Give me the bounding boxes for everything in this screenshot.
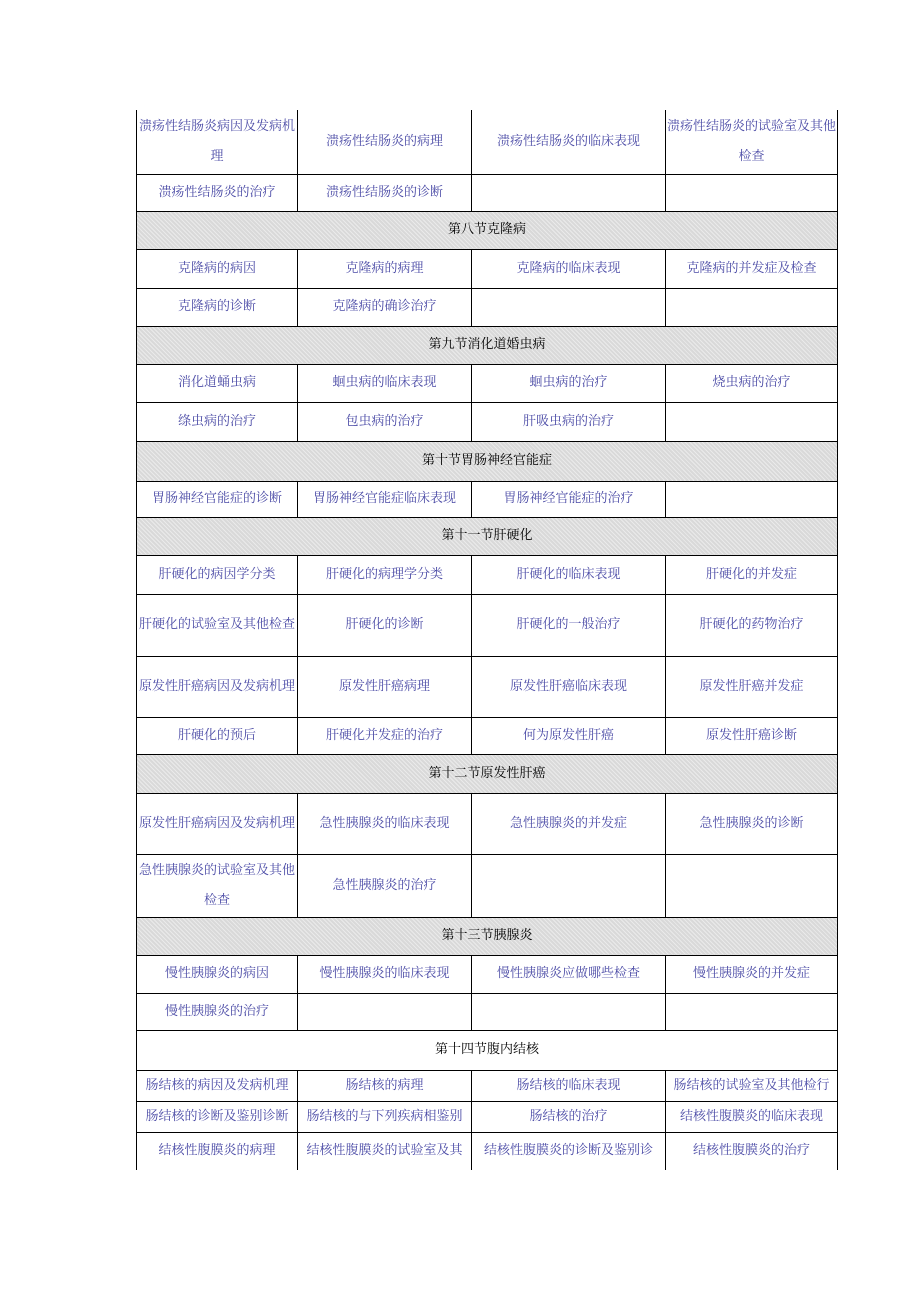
topic-link[interactable]: 结核性腹膜炎的治疗 [666, 1132, 838, 1170]
empty-cell [666, 288, 838, 326]
topic-link[interactable]: 急性胰腺炎的试验室及其他检查 [137, 854, 298, 917]
topic-link[interactable]: 溃疡性结肠炎的病理 [298, 110, 472, 174]
topic-link[interactable]: 慢性胰腺炎的临床表现 [298, 955, 472, 993]
topic-link[interactable]: 肝硬化的临床表现 [472, 555, 666, 594]
topic-link[interactable]: 克隆病的确诊治疗 [298, 288, 472, 326]
topic-link[interactable]: 溃疡性结肠炎病因及发病机理 [137, 110, 298, 174]
table-row [137, 854, 838, 917]
topic-link[interactable]: 肝硬化的试验室及其他检查 [137, 594, 298, 656]
section-header-row [137, 517, 838, 555]
table-row [137, 174, 838, 211]
topic-link[interactable]: 急性胰腺炎的诊断 [666, 793, 838, 854]
topic-link[interactable]: 慢性胰腺炎的病因 [137, 955, 298, 993]
empty-cell [472, 993, 666, 1030]
topic-link[interactable]: 结核性腹膜炎的诊断及鉴别诊 [472, 1132, 666, 1170]
section-header-row [137, 754, 838, 793]
section-title: 第十节胃肠神经官能症 [137, 441, 838, 481]
table-row [137, 1101, 838, 1132]
table-row [137, 717, 838, 754]
empty-cell [666, 854, 838, 917]
topic-link[interactable]: 消化道蛹虫病 [137, 364, 298, 402]
table-row [137, 1070, 838, 1101]
topic-link[interactable]: 胃肠神经官能症的治疗 [472, 481, 666, 517]
table-row [137, 402, 838, 441]
table-row [137, 110, 838, 174]
empty-cell [666, 402, 838, 441]
course-outline-table [136, 110, 838, 1170]
topic-link[interactable]: 肠结核的治疗 [472, 1101, 666, 1132]
topic-link[interactable]: 肠结核的试验室及其他检行 [666, 1070, 838, 1101]
topic-link[interactable]: 克隆病的病理 [298, 249, 472, 288]
topic-link[interactable]: 原发性肝癌病因及发病机理 [137, 656, 298, 717]
section-title: 第十二节原发性肝癌 [137, 754, 838, 793]
table-row [137, 364, 838, 402]
section-header-row [137, 917, 838, 955]
topic-link[interactable]: 结核性腹膜炎的临床表现 [666, 1101, 838, 1132]
table-row [137, 955, 838, 993]
table-row [137, 481, 838, 517]
empty-cell [666, 174, 838, 211]
empty-cell [298, 993, 472, 1030]
topic-link[interactable]: 溃疡性结肠炎的试验室及其他检查 [666, 110, 838, 174]
table-row [137, 1132, 838, 1170]
table-row [137, 594, 838, 656]
topic-link[interactable]: 胃肠神经官能症临床表现 [298, 481, 472, 517]
topic-link[interactable]: 胃肠神经官能症的诊断 [137, 481, 298, 517]
section-title: 第十三节胰腺炎 [137, 917, 838, 955]
topic-link[interactable]: 结核性腹膜炎的试验室及其 [298, 1132, 472, 1170]
topic-link[interactable]: 肝硬化的药物治疗 [666, 594, 838, 656]
topic-link[interactable]: 溃疡性结肠炎的治疗 [137, 174, 298, 211]
topic-link[interactable]: 肠结核的诊断及鉴别诊断 [137, 1101, 298, 1132]
table-row [137, 993, 838, 1030]
topic-link[interactable]: 原发性肝癌诊断 [666, 717, 838, 754]
topic-link[interactable]: 急性胰腺炎的并发症 [472, 793, 666, 854]
topic-link[interactable]: 肝硬化并发症的治疗 [298, 717, 472, 754]
table-row [137, 288, 838, 326]
table-row [137, 793, 838, 854]
table-row [137, 656, 838, 717]
empty-cell [472, 854, 666, 917]
topic-link[interactable]: 原发性肝癌病因及发病机理 [137, 793, 298, 854]
topic-link[interactable]: 克隆病的临床表现 [472, 249, 666, 288]
topic-link[interactable]: 肝硬化的病因学分类 [137, 555, 298, 594]
topic-link[interactable]: 肝硬化的一般治疗 [472, 594, 666, 656]
topic-link[interactable]: 绦虫病的治疗 [137, 402, 298, 441]
topic-link[interactable]: 肝吸虫病的治疗 [472, 402, 666, 441]
topic-link[interactable]: 肠结核的病因及发病机理 [137, 1070, 298, 1101]
empty-cell [666, 993, 838, 1030]
topic-link[interactable]: 原发性肝癌并发症 [666, 656, 838, 717]
topic-link[interactable]: 原发性肝癌病理 [298, 656, 472, 717]
topic-link[interactable]: 结核性腹膜炎的病理 [137, 1132, 298, 1170]
topic-link[interactable]: 何为原发性肝癌 [472, 717, 666, 754]
topic-link[interactable]: 慢性胰腺炎应做哪些检查 [472, 955, 666, 993]
topic-link[interactable]: 蛔虫病的临床表现 [298, 364, 472, 402]
topic-link[interactable]: 急性胰腺炎的治疗 [298, 854, 472, 917]
topic-link[interactable]: 包虫病的治疗 [298, 402, 472, 441]
topic-link[interactable]: 克隆病的诊断 [137, 288, 298, 326]
topic-link[interactable]: 肠结核的与下列疾病相鉴别 [298, 1101, 472, 1132]
empty-cell [472, 288, 666, 326]
topic-link[interactable]: 蛔虫病的治疗 [472, 364, 666, 402]
section-header-row [137, 211, 838, 249]
section-header-row [137, 326, 838, 364]
section-header-row [137, 441, 838, 481]
topic-link[interactable]: 慢性胰腺炎的并发症 [666, 955, 838, 993]
topic-link[interactable]: 原发性肝癌临床表现 [472, 656, 666, 717]
empty-cell [472, 174, 666, 211]
topic-link[interactable]: 肝硬化的预后 [137, 717, 298, 754]
table-row [137, 555, 838, 594]
topic-link[interactable]: 克隆病的病因 [137, 249, 298, 288]
section-title: 第八节克隆病 [137, 211, 838, 249]
topic-link[interactable]: 烧虫病的治疗 [666, 364, 838, 402]
topic-link[interactable]: 溃疡性结肠炎的临床表现 [472, 110, 666, 174]
topic-link[interactable]: 肝硬化的病理学分类 [298, 555, 472, 594]
section-header-row [137, 1030, 838, 1070]
topic-link[interactable]: 肝硬化的诊断 [298, 594, 472, 656]
topic-link[interactable]: 慢性胰腺炎的治疗 [137, 993, 298, 1030]
table-row [137, 249, 838, 288]
topic-link[interactable]: 肠结核的临床表现 [472, 1070, 666, 1101]
topic-link[interactable]: 肠结核的病理 [298, 1070, 472, 1101]
empty-cell [666, 481, 838, 517]
topic-link[interactable]: 急性胰腺炎的临床表现 [298, 793, 472, 854]
section-title: 第九节消化道婚虫病 [137, 326, 838, 364]
section-title: 第十四节腹内结核 [137, 1030, 838, 1070]
topic-link[interactable]: 肝硬化的并发症 [666, 555, 838, 594]
section-title: 第十一节肝硬化 [137, 517, 838, 555]
topic-link[interactable]: 克隆病的并发症及检查 [666, 249, 838, 288]
topic-link[interactable]: 溃疡性结肠炎的诊断 [298, 174, 472, 211]
